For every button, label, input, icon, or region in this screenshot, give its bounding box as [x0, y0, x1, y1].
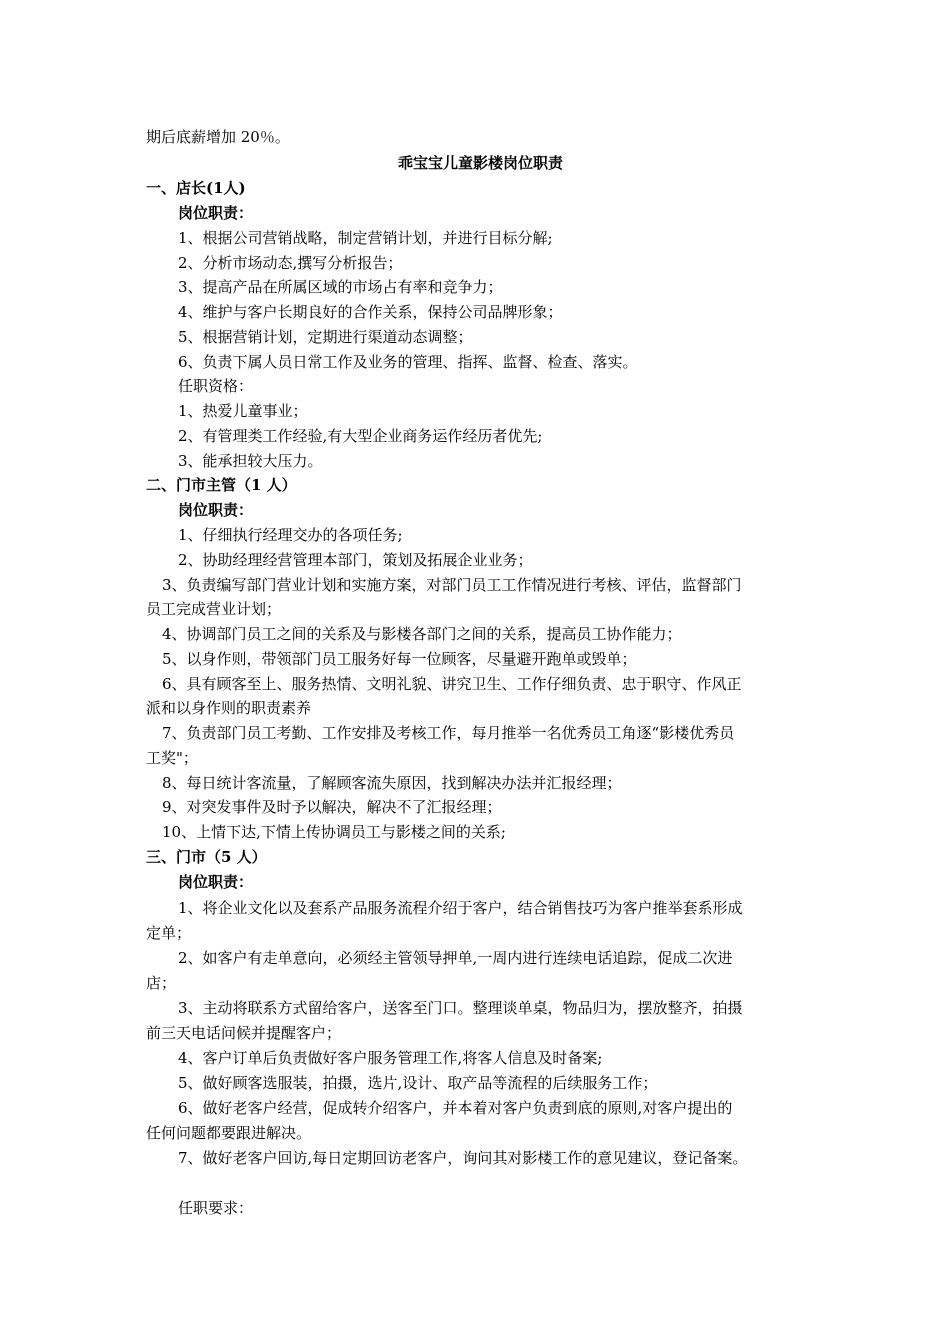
duty-item: 2、如客户有走单意向，必须经主管领导押单,一周内进行连续电话追踪，促成二次进: [178, 949, 733, 967]
duty-item: 1、仔细执行经理交办的各项任务;: [178, 526, 403, 544]
duty-item: 2、协助经理经营管理本部门，策划及拓展企业业务；: [178, 551, 533, 569]
duty-label: 岗位职责：: [178, 501, 254, 519]
doc-title: 乖宝宝儿童影楼岗位职责: [398, 154, 564, 172]
duty-item: 4、维护与客户长期良好的合作关系，保持公司品牌形象；: [178, 303, 563, 321]
duty-item-continued: 店；: [146, 974, 177, 992]
duty-item-continued: 工奖"；: [146, 749, 198, 767]
duty-label: 岗位职责：: [178, 204, 254, 222]
qualification-item: 2、有管理类工作经验,有大型企业商务运作经历者优先;: [178, 427, 543, 445]
duty-item: 7、做好老客户回访,每日定期回访老客户，询问其对影楼工作的意见建议，登记备案。: [178, 1149, 748, 1167]
section-heading-store-manager: 一、店长(1人): [146, 179, 246, 197]
duty-item: 3、提高产品在所属区域的市场占有率和竞争力；: [178, 278, 503, 296]
qualification-item: 1、热爱儿童事业；: [178, 402, 308, 420]
duty-item-continued: 定单；: [146, 924, 192, 942]
duty-item: 5、根据营销计划，定期进行渠道动态调整；: [178, 328, 473, 346]
duty-item: 1、根据公司营销战略，制定营销计划，并进行目标分解;: [178, 229, 553, 247]
duty-item: 6、具有顾客至上、服务热情、文明礼貌、讲究卫生、工作仔细负责、忠于职守、作风正: [162, 675, 742, 693]
duty-item-continued: 员工完成营业计划；: [146, 600, 282, 618]
duty-item: 3、主动将联系方式留给客户，送客至门口。整理谈单桌，物品归为，摆放整齐，拍摄: [178, 999, 743, 1017]
duty-item: 7、负责部门员工考勤、工作安排及考核工作，每月推举一名优秀员工角逐“影楼优秀员: [162, 724, 735, 742]
duty-item: 4、协调部门员工之间的关系及与影楼各部门之间的关系，提高员工协作能力；: [162, 625, 682, 643]
duty-item: 6、做好老客户经营，促成转介绍客户，并本着对客户负责到底的原则,对客户提出的: [178, 1099, 733, 1117]
duty-item: 5、以身作则，带领部门员工服务好每一位顾客，尽量避开跑单或毁单；: [162, 650, 637, 668]
duty-item-continued: 派和以身作则的职责素养: [146, 699, 312, 717]
duty-item-continued: 前三天电话问候并提醒客户；: [146, 1024, 342, 1042]
section-heading-store-supervisor: 二、门市主管（1 人）: [146, 476, 297, 494]
duty-item: 6、负责下属人员日常工作及业务的管理、指挥、监督、检查、落实。: [178, 353, 638, 371]
duty-item: 1、将企业文化以及套系产品服务流程介绍于客户，结合销售技巧为客户推举套系形成: [178, 899, 743, 917]
duty-item: 5、做好顾客选服装，拍摄，选片,设计、取产品等流程的后续服务工作；: [178, 1074, 658, 1092]
section-heading-store-staff: 三、门市（5 人）: [146, 848, 267, 866]
duty-item: 3、负责编写部门营业计划和实施方案，对部门员工工作情况进行考核、评估，监督部门: [162, 576, 742, 594]
duty-label: 岗位职责：: [178, 873, 254, 891]
requirement-label: 任职要求：: [178, 1199, 254, 1217]
duty-item-continued: 任何问题都要跟进解决。: [146, 1124, 312, 1142]
duty-item: 8、每日统计客流量，了解顾客流失原因，找到解决办法并汇报经理；: [162, 774, 622, 792]
qualification-label: 任职资格：: [178, 377, 254, 395]
intro-tail: 期后底薪增加 20％。: [146, 128, 290, 146]
duty-item: 10、上情下达,下情上传协调员工与影楼之间的关系;: [162, 823, 506, 841]
duty-item: 2、分析市场动态,撰写分析报告；: [178, 254, 403, 272]
duty-item: 4、客户订单后负责做好客户服务管理工作,将客人信息及时备案;: [178, 1049, 603, 1067]
duty-item: 9、对突发事件及时予以解决，解决不了汇报经理；: [162, 798, 502, 816]
qualification-item: 3、能承担较大压力。: [178, 452, 323, 470]
